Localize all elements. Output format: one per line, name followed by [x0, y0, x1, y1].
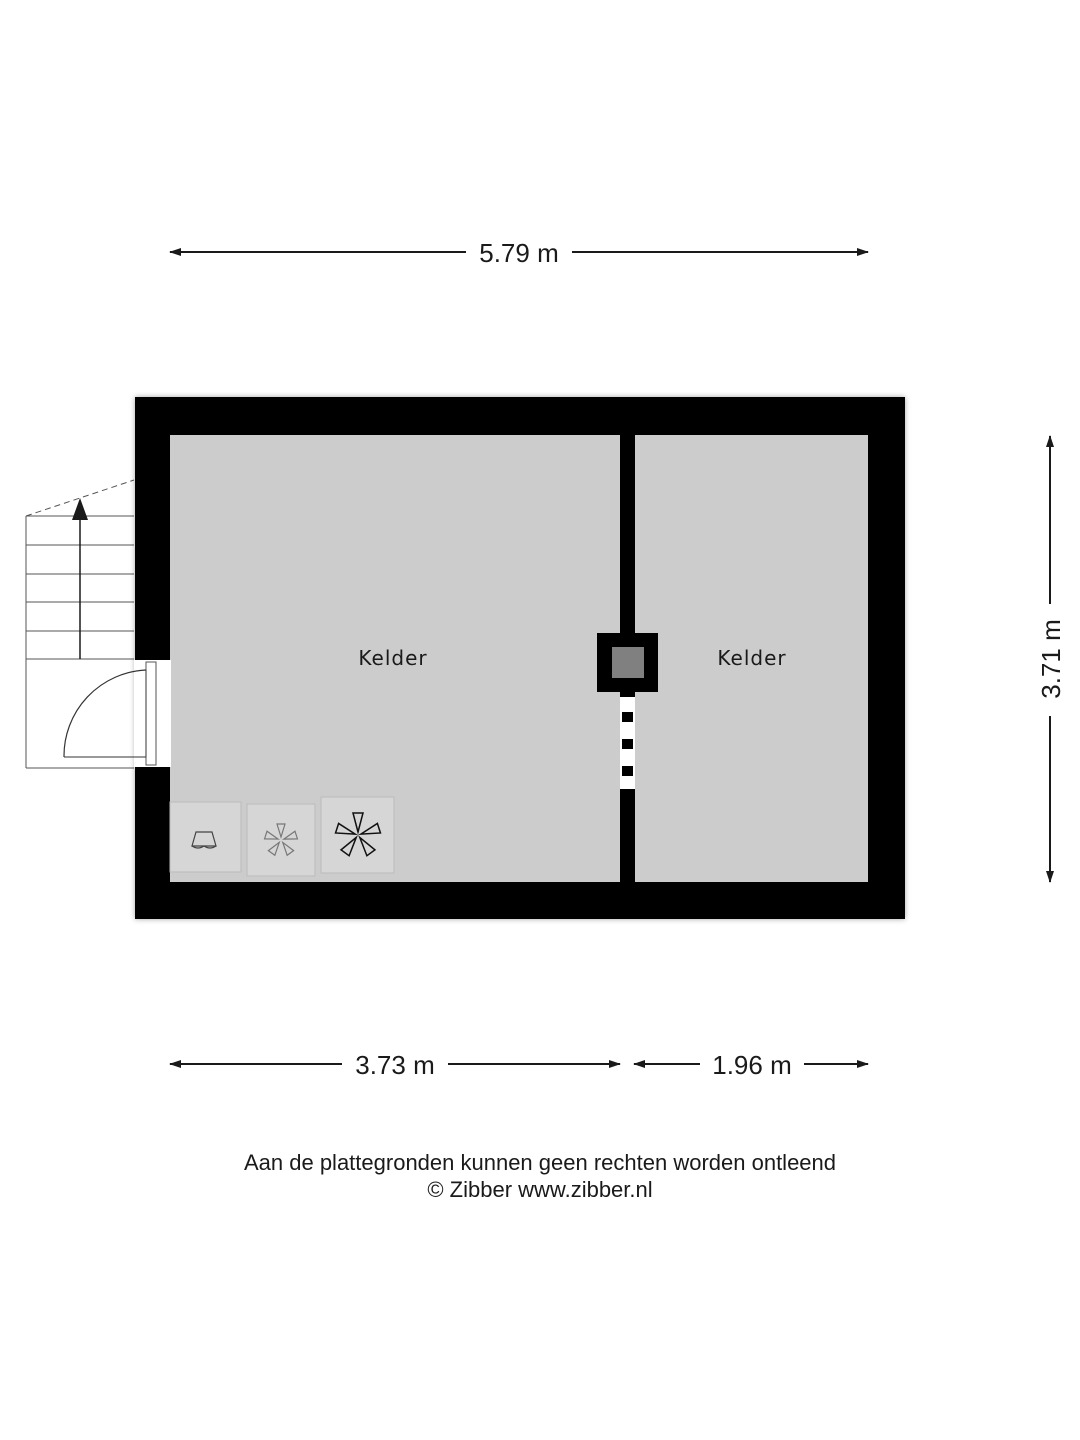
dimension-bottom-right — [634, 1050, 868, 1080]
dimension-bottom-right-label: 1.96 m — [712, 1050, 792, 1080]
dimension-right — [1036, 436, 1066, 882]
dimension-top-label: 5.79 m — [479, 238, 559, 268]
dimension-bottom-left — [170, 1050, 620, 1080]
room-label-kelder-right: Kelder — [717, 646, 787, 670]
disclaimer-text: Aan de plattegronden kunnen geen rechten worden ontleend — [243, 1150, 837, 1175]
dimension-bottom-left-label: 3.73 m — [355, 1050, 435, 1080]
room-label-kelder-left: Kelder — [358, 646, 428, 670]
appliance-dryer — [170, 802, 241, 872]
interior-door-opening — [620, 697, 635, 789]
dimension-right-label: 3.71 m — [1036, 619, 1066, 699]
staircase — [26, 480, 134, 768]
chimney — [597, 633, 658, 692]
appliance-washer-2 — [321, 797, 394, 873]
copyright-text: © Zibber www.zibber.nl — [427, 1177, 653, 1202]
entrance-door — [64, 660, 171, 767]
stair-arrow-icon — [72, 498, 88, 520]
dimension-top — [170, 238, 868, 268]
appliance-washer-1 — [247, 804, 315, 876]
